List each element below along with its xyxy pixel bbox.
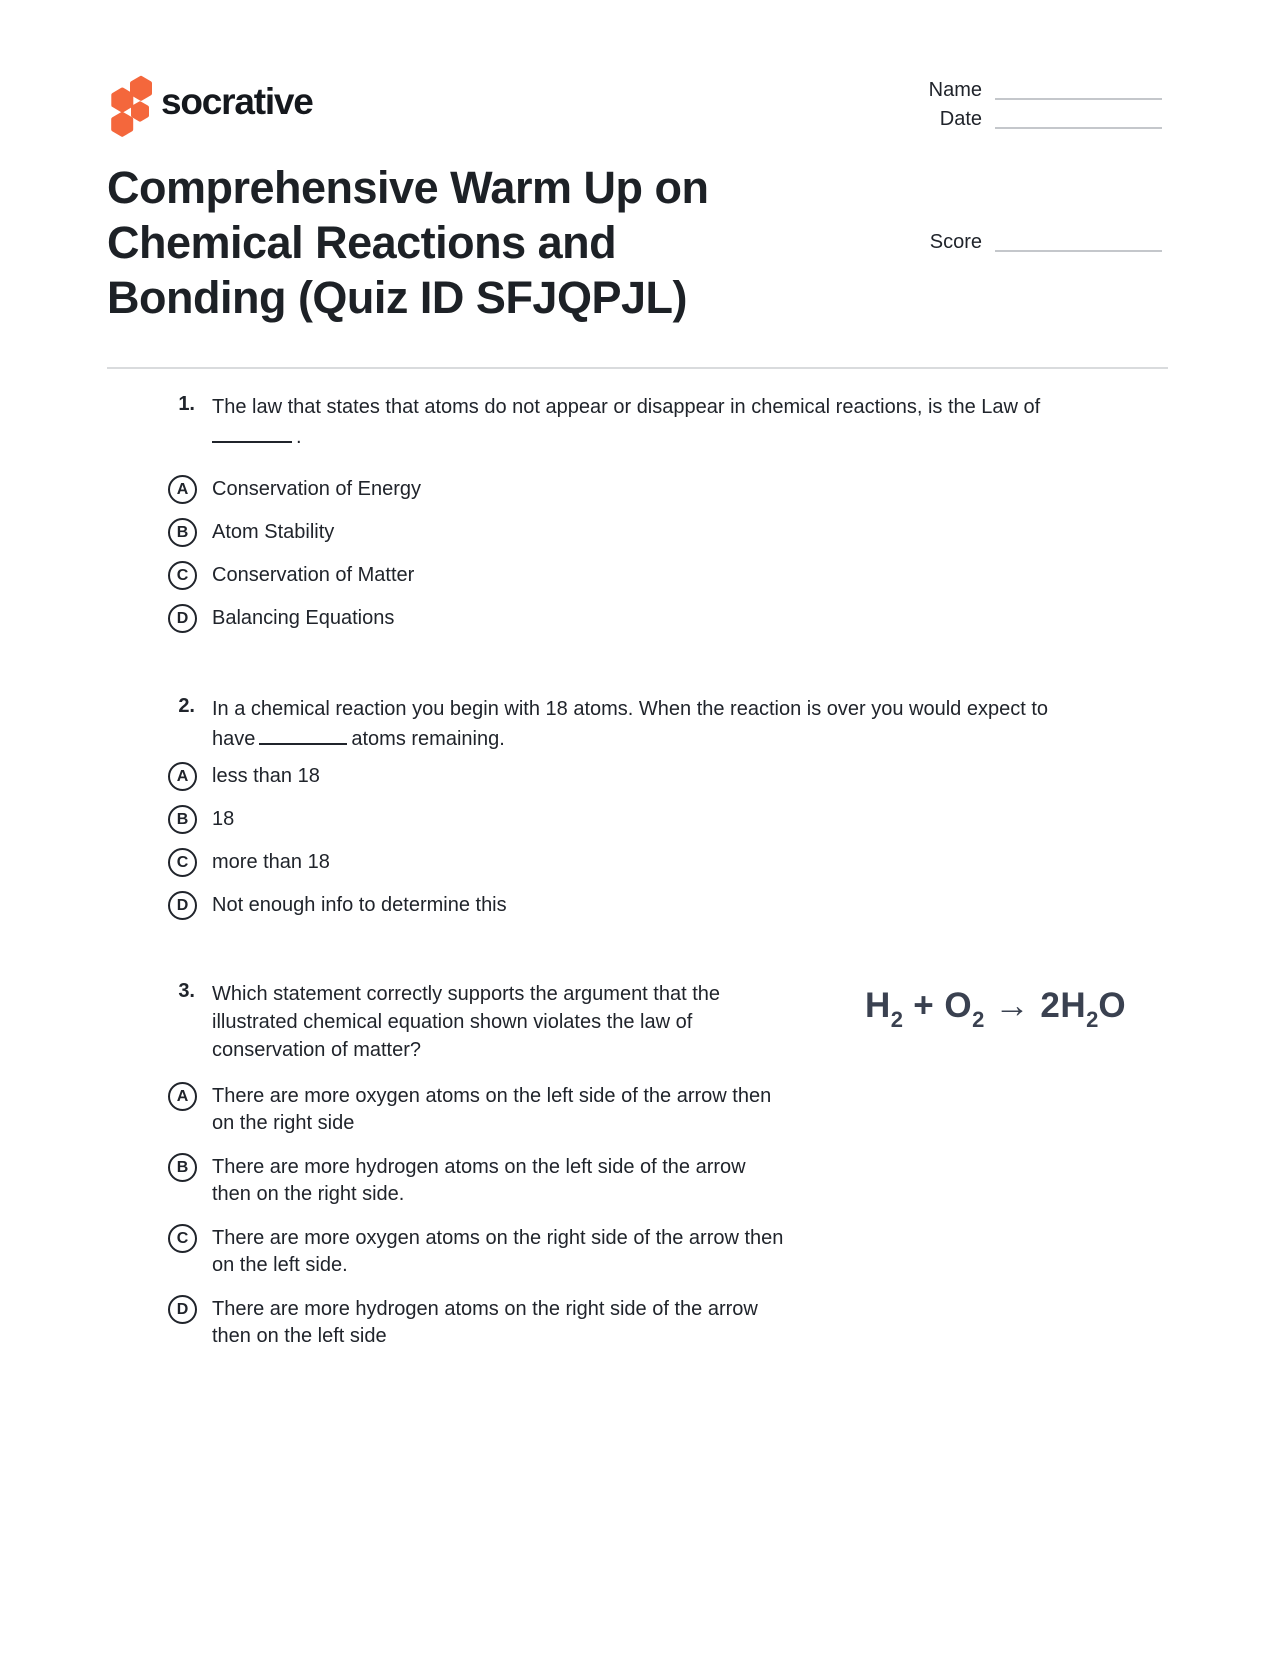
answer-bubble-b[interactable]: B	[168, 518, 197, 547]
option-label: There are more hydrogen atoms on the left side of the arrow then on the right side.	[212, 1156, 746, 1205]
answer-bubble-d[interactable]: D	[168, 1295, 197, 1324]
option-label: Atom Stability	[212, 521, 335, 543]
answer-bubble-b[interactable]: B	[168, 1153, 197, 1182]
question-1-number: 1.	[178, 393, 195, 415]
option-row-a[interactable]	[168, 1082, 783, 1137]
option-row-c[interactable]	[168, 561, 421, 604]
option-label: There are more oxygen atoms on the right side of the arrow then on the left side.	[212, 1227, 784, 1276]
name-label: Name	[928, 79, 982, 101]
answer-bubble-d[interactable]: D	[168, 891, 197, 920]
score-fill-line	[995, 250, 1162, 252]
question-2-text: In a chemical reaction you begin with 18 atoms. When the reaction is over you would expect to have atoms remaining.	[212, 698, 1049, 750]
answer-bubble-d[interactable]: D	[168, 604, 197, 633]
answer-bubble-b[interactable]: B	[168, 805, 197, 834]
option-row-d[interactable]	[168, 604, 421, 647]
answer-bubble-a[interactable]: A	[168, 475, 197, 504]
question-2	[0, 695, 1275, 916]
question-2-options	[168, 762, 507, 934]
answer-blank	[259, 723, 347, 745]
answer-blank	[212, 421, 292, 443]
score-label: Score	[929, 231, 982, 253]
answer-bubble-a[interactable]: A	[168, 762, 197, 791]
option-label: 18	[212, 808, 235, 830]
header-divider	[107, 367, 1168, 369]
option-row-b[interactable]	[168, 1153, 783, 1208]
option-label: more than 18	[212, 851, 330, 873]
name-fill-line	[995, 98, 1162, 100]
option-label: There are more oxygen atoms on the left side of the arrow then on the right side	[212, 1085, 772, 1134]
option-label: Not enough info to determine this	[212, 894, 507, 916]
date-fill-line	[995, 127, 1162, 129]
option-row-a[interactable]	[168, 475, 421, 518]
answer-bubble-c[interactable]: C	[168, 561, 197, 590]
socrative-logo-icon	[108, 73, 156, 139]
option-row-d[interactable]	[168, 891, 507, 934]
question-3-number: 3.	[178, 980, 195, 1002]
option-label: Balancing Equations	[212, 607, 395, 629]
option-label: less than 18	[212, 765, 320, 787]
chemical-equation: $H_2 + O_2 \to 2H_2O$	[865, 986, 1127, 1032]
answer-bubble-c[interactable]: C	[168, 848, 197, 877]
socrative-logo-text: socrative	[161, 81, 313, 122]
option-row-d[interactable]	[168, 1295, 783, 1350]
quiz-title-line3: Bonding (Quiz ID SFJQPJL)	[107, 272, 687, 323]
question-1-options	[168, 475, 421, 647]
quiz-title	[107, 160, 827, 325]
answer-bubble-c[interactable]: C	[168, 1224, 197, 1253]
question-1-text: The law that states that atoms do not appear or disappear in chemical reactions, is the Law of .	[212, 396, 1041, 448]
question-3-text: Which statement correctly supports the argument that the illustrated chemical equation shown violates the law of conservation of matter?	[212, 983, 721, 1061]
date-label: Date	[939, 108, 982, 130]
option-label: Conservation of Energy	[212, 478, 422, 500]
question-1	[0, 393, 1275, 629]
question-3-options	[168, 1082, 783, 1366]
quiz-title-line1: Comprehensive Warm Up on	[107, 162, 709, 213]
option-label: Conservation of Matter	[212, 564, 415, 586]
option-row-b[interactable]	[168, 805, 507, 848]
quiz-title-line2: Chemical Reactions and	[107, 217, 617, 268]
option-row-c[interactable]	[168, 848, 507, 891]
option-row-c[interactable]	[168, 1224, 783, 1279]
answer-bubble-a[interactable]: A	[168, 1082, 197, 1111]
option-row-b[interactable]	[168, 518, 421, 561]
option-label: There are more hydrogen atoms on the right side of the arrow then on the left side	[212, 1298, 758, 1347]
question-2-number: 2.	[178, 695, 195, 717]
option-row-a[interactable]	[168, 762, 507, 805]
